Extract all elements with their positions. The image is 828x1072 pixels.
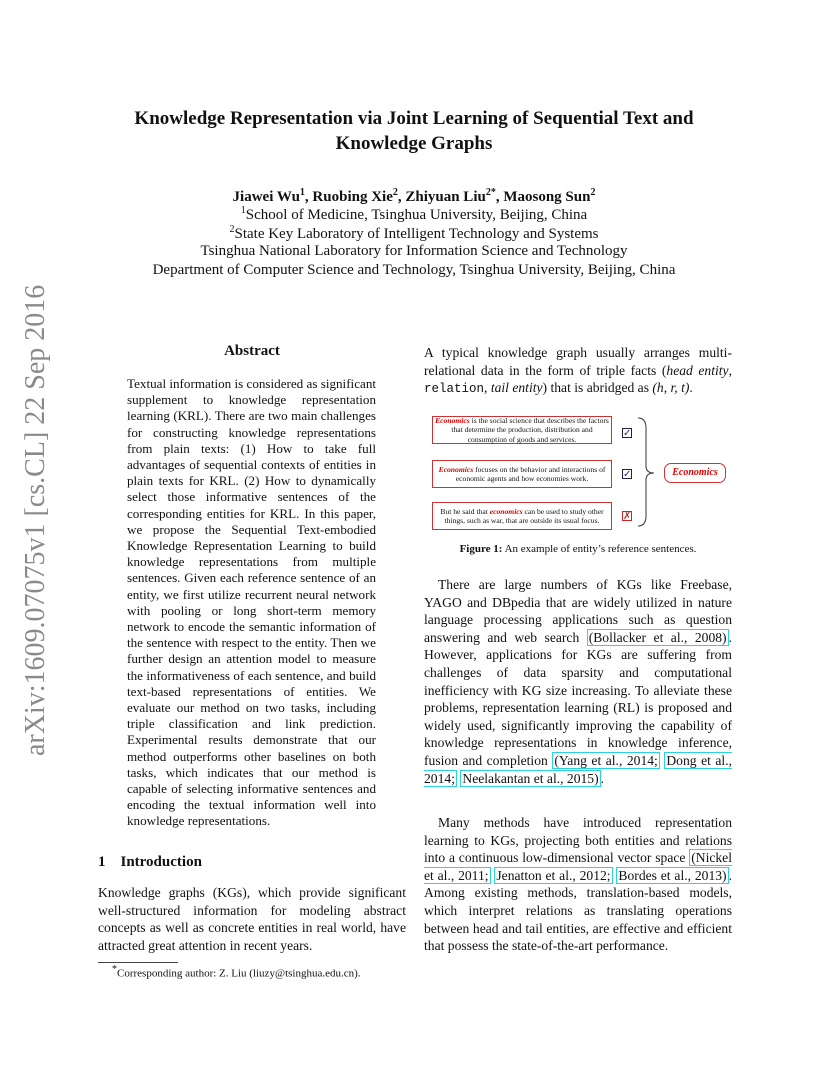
text: ) that is abridged as (542, 380, 653, 396)
figure-caption (424, 543, 732, 555)
affiliation-mark: 1 (240, 205, 246, 216)
text: . (689, 380, 693, 396)
target-entity-badge: Economics (664, 463, 726, 483)
citation-link[interactable]: (Yang et al., 2014; (554, 752, 658, 768)
entity-highlight: Economics (435, 415, 470, 425)
affiliation-2 (0, 224, 828, 243)
footnote-mark: * (112, 964, 117, 975)
section-title: Introduction (120, 854, 202, 870)
footnote-text: Corresponding author: Z. Liu (liuzy@tsinghua.edu.cn). (117, 967, 361, 980)
affiliation-4: Department of Computer Science and Technology, Tsinghua University, Beijing, China (152, 262, 676, 278)
author-name: Jiawei Wu (232, 189, 300, 205)
title-line-1: Knowledge Representation via Joint Learning of Sequential Text and (134, 108, 694, 129)
sentence-text: is the social science that describes the factors that determine the production, distribution and consumption of goods and services. (451, 415, 609, 444)
emphasis: tail entity (490, 380, 543, 396)
section-heading (98, 854, 202, 871)
citation-link[interactable]: Neelakantan et al., 2015) (462, 770, 599, 786)
paper-title (0, 106, 828, 156)
brace-icon (636, 416, 662, 528)
caption-label: Figure 1: (459, 543, 503, 555)
text: . (600, 770, 605, 786)
reference-sentence-1 (432, 416, 612, 444)
text: . Among existing methods, translation-based models, which interpret relations as translating operations between head and tail entities, are effective and efficient that possess the state-of-the-art performance. (424, 867, 732, 954)
text: A typical knowledge graph usually arranges multi-relational data in the form of triple facts ( (424, 345, 732, 378)
sentence-text: focuses on the behavior and interactions of economic agents and how economies work. (455, 464, 606, 483)
right-paragraph-3 (424, 814, 732, 955)
citation-link[interactable]: Bordes et al., 2013) (618, 867, 727, 883)
reference-sentence-3 (432, 502, 612, 530)
arxiv-stamp: arXiv:1609.07075v1 [cs.CL] 22 Sep 2016 (20, 284, 51, 756)
reference-sentence-2 (432, 460, 612, 488)
math-triple: (h, r, t) (652, 380, 690, 396)
entity-highlight: Economics (438, 464, 474, 474)
emphasis: head entity (666, 362, 729, 378)
author-affiliation-mark: 1 (299, 187, 305, 198)
abstract-text: Textual information is considered as significant supplement to knowledge representation learning (KRL). There are two main challenges for constructing knowledge representations from plain texts: (1) How to take full advantages of sequential contexts of entities in plain texts for KRL. (2) How to dynamically select those informative sentences of the corresponding entities for KRL. In this paper, we propose the Sequential Text-embodied Knowledge Representation Learning to build knowledge representations from multiple sentences. Given each reference sentence of an entity, we first utilize recurrent neural network with pooling or long short-term memory network to encode the semantic information of the sentence with respect to the entity. Then we further design an attention model to measure the informativeness of each sentence, and build text-based representations of entities. We evaluate our method on two tasks, including triple classification and link prediction. Experimental results demonstrate that our method outperforms other baselines on both tasks, which indicates that our method is capable of selecting informative sentences and encoding the textual information well into knowledge representations. (127, 376, 376, 829)
abstract-heading: Abstract (224, 343, 280, 359)
citation-link[interactable]: Dong et al., 2014; (424, 752, 733, 786)
author-affiliation-mark: 2 (392, 187, 398, 198)
affiliation-1 (0, 205, 828, 224)
check-icon: ✓ (623, 428, 632, 439)
corresponding-author-mark: * (490, 187, 496, 198)
text: . However, applications for KGs are suffering from challenges of data sparsity and computational inefficiency with KG size increasing. To alleviate these problems, representation learning (RL) is proposed and widely used, significantly improving the capability of knowledge representations in knowledge inference, fusion and completion (424, 629, 732, 768)
author-affiliation-mark: 2 (590, 187, 596, 198)
affiliation-text: School of Medicine, Tsinghua University, Beijing, China (245, 207, 588, 223)
text: There are large numbers of KGs like Freebase, YAGO and DBpedia that are widely utilized in nature language processing applications such as question answering and web search (424, 577, 732, 645)
right-paragraph-2 (424, 576, 732, 787)
text: , (484, 380, 491, 396)
citation-link[interactable]: (Bollacker et al., 2008) (588, 629, 727, 645)
sentence-text: But he said that (440, 506, 490, 516)
relation-term: relation (424, 382, 485, 397)
cross-icon: ✗ (623, 511, 632, 522)
entity-highlight: economics (489, 506, 523, 516)
author-name: Zhiyuan Liu (405, 189, 486, 205)
citation-link[interactable]: Jenatton et al., 2012; (496, 867, 611, 883)
right-paragraph-1 (424, 344, 732, 399)
text: , (728, 362, 732, 378)
text: Many methods have introduced representation learning to KGs, projecting both entities and relations into a continuous low-dimensional vector space (424, 815, 732, 866)
author-name: Ruobing Xie (312, 189, 393, 205)
check-icon: ✓ (623, 469, 632, 480)
author-list: Jiawei Wu$^1$, Ruobing Xie$^2$, Zhiyuan Liu$^{2*}$, Maosong Sun$^2$ (232, 187, 596, 205)
footnote-rule (98, 962, 178, 963)
affiliation-text: State Key Laboratory of Intelligent Technology and Systems (234, 226, 599, 242)
title-line-2: Knowledge Graphs (335, 133, 493, 154)
affiliation-3: Tsinghua National Laboratory for Information Science and Technology (200, 243, 628, 259)
author-affiliation-mark: 2 (485, 187, 491, 198)
footnote (112, 964, 361, 980)
sentence-text: can be used to study other things, such as war, that are outside its usual focus. (444, 506, 604, 525)
caption-text: An example of entity’s reference sentences. (502, 543, 697, 555)
affiliation-mark: 2 (229, 224, 235, 235)
citation-link[interactable]: (Nickel et al., 2011; (424, 850, 732, 883)
author-name: Maosong Sun (503, 189, 591, 205)
intro-paragraph: Knowledge graphs (KGs), which provide significant well-structured information for modeling abstract concepts as well as concrete entities in real world, have attracted great attention in recent years. (98, 885, 406, 953)
section-number: 1 (98, 854, 106, 870)
